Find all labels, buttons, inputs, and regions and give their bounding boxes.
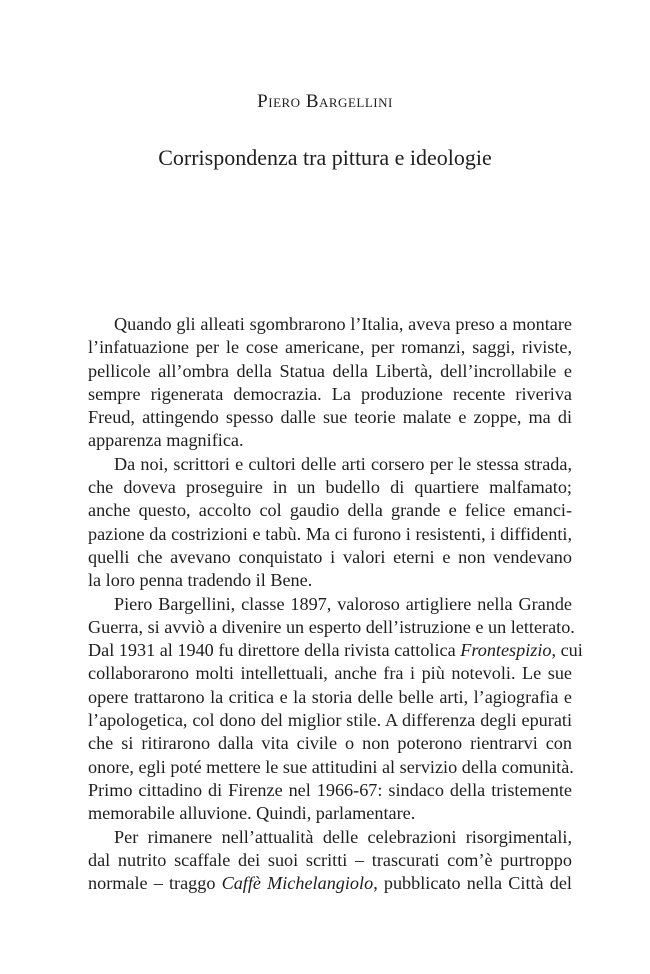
text-line: la loro penna tradendo il Bene.: [88, 570, 313, 591]
text-line: onore, egli poté mettere le sue attitudini al servizio della comunità.: [88, 756, 574, 777]
text-line: l’apologetica, col dono del miglior stile. A differenza degli epurati: [88, 710, 572, 731]
author-name: Piero Bargellini: [257, 91, 393, 112]
text-line: sempre rigenerata democrazia. La produzione recente riveriva: [88, 383, 572, 404]
text-line: collaborarono molti intellettuali, anche fra i più notevoli. Le sue: [88, 663, 572, 684]
text-line: Primo cittadino di Firenze nel 1966-67: sindaco della tristemente: [88, 779, 572, 800]
text-line: pazione da costrizioni e tabù. Ma ci furono i resistenti, i diffidenti,: [88, 523, 572, 544]
text-line: apparenza magnifica.: [88, 430, 244, 451]
book-title: Caffè Michelangiolo: [221, 873, 374, 894]
body-text: [88, 313, 583, 895]
periodical-title: Frontespizio: [460, 640, 552, 661]
text-line: memorabile alluvione. Quindi, parlamentare.: [88, 803, 416, 824]
text-line: Quando gli alleati sgombrarono l’Italia, aveva preso a montare: [114, 314, 572, 334]
text-line: Freud, attingendo spesso dalle sue teorie malate e zoppe, ma di: [88, 407, 572, 428]
text-line: l’infatuazione per le cose americane, per romanzi, saggi, riviste,: [88, 337, 572, 358]
text-line: opere trattarono la critica e la storia delle belle arti, l’agiografia e: [88, 686, 572, 707]
text-line: dal nutrito scaffale dei suoi scritti – trascurati com’è purtroppo: [88, 849, 572, 870]
text-line: Piero Bargellini, classe 1897, valoroso artigliere nella Grande: [114, 593, 572, 614]
text-line: che doveva proseguire in un budello di quartiere malfamato;: [88, 477, 572, 498]
text-line: [88, 639, 583, 662]
text-line: quelli che avevano conquistato i valori eterni e non vendevano: [88, 546, 572, 567]
text-run: normale – traggo: [88, 873, 222, 894]
text-line: Da noi, scrittori e cultori delle arti corsero per le stessa strada,: [114, 453, 572, 474]
text-run: Dal 1931 al 1940 fu direttore della rivista cattolica: [88, 640, 461, 661]
text-run: , pubblicato nella Città del: [373, 873, 572, 894]
text-line: anche questo, accolto col gaudio della grande e felice emanci-: [88, 500, 572, 521]
text-line: che si ritirarono dalla vita civile o non poterono rientrarvi con: [88, 733, 572, 754]
text-run: , cui: [551, 640, 583, 661]
chapter-title: Corrispondenza tra pittura e ideologie: [158, 145, 492, 170]
text-line: Guerra, si avviò a divenire un esperto dell’istruzione e un letterato.: [88, 616, 575, 637]
text-line: pellicole all’ombra della Statua della Libertà, dell’incrollabile e: [88, 360, 572, 381]
text-line: Per rimanere nell’attualità delle celebrazioni risorgimentali,: [114, 826, 572, 847]
text-line: [88, 872, 572, 895]
